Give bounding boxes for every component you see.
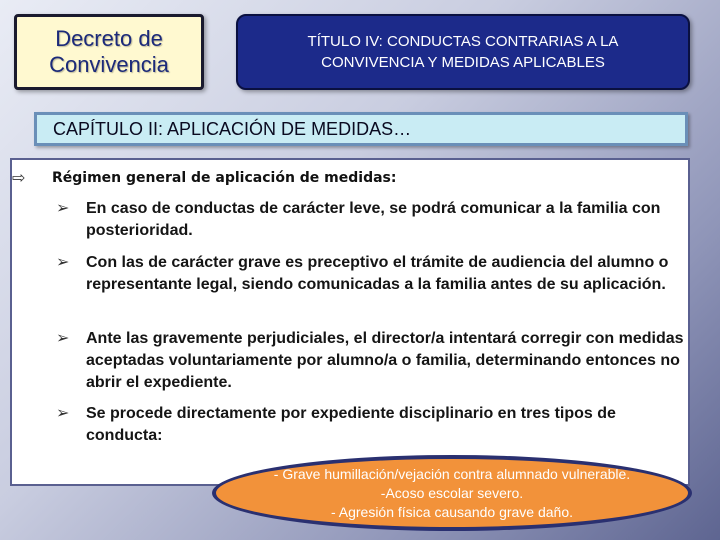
arrow-bullet-icon: ➢ — [56, 254, 70, 271]
conduct-types-oval — [212, 455, 692, 531]
hollow-right-arrow-icon: ⇨ — [12, 170, 26, 187]
section-heading-text: Régimen general de aplicación de medidas: — [52, 170, 397, 186]
list-item — [56, 403, 686, 447]
arrow-bullet-icon: ➢ — [56, 330, 70, 347]
list-item-text: Se procede directamente por expediente disciplinario en tres tipos de conducta: — [86, 405, 616, 444]
list-item-text: En caso de conductas de carácter leve, se podrá comunicar a la familia con posterioridad. — [86, 200, 661, 239]
section-heading — [12, 168, 396, 188]
list-item — [56, 198, 686, 242]
oval-line-3: - Agresión física causando grave daño. — [330, 503, 574, 520]
title-line-1: TÍTULO IV: CONDUCTAS CONTRARIAS A LA — [307, 33, 619, 50]
decree-line-2: Convivencia — [49, 52, 169, 77]
decree-line-1: Decreto de — [55, 26, 163, 51]
oval-line-1: - Grave humillación/vejación contra alumnado vulnerable. — [273, 465, 631, 482]
arrow-bullet-icon: ➢ — [56, 405, 70, 422]
list-item-text: Ante las gravemente perjudiciales, el director/a intentará corregir con medidas aceptadas voluntariamente por alumno/a o familia, determinando entonces no abrir el expediente. — [86, 330, 684, 391]
list-item — [56, 328, 686, 394]
list-item-text: Con las de carácter grave es preceptivo el trámite de audiencia del alumno o representante legal, siendo comunicadas a la familia antes de su aplicación. — [86, 254, 669, 293]
decree-box — [14, 14, 204, 90]
list-item — [56, 252, 686, 296]
title-line-2: CONVIVENCIA Y MEDIDAS APLICABLES — [321, 54, 605, 71]
arrow-bullet-icon: ➢ — [56, 200, 70, 217]
chapter-banner — [34, 112, 688, 146]
chapter-title: CAPÍTULO II: APLICACIÓN DE MEDIDAS… — [53, 118, 412, 139]
title-box — [236, 14, 690, 90]
oval-line-2: -Acoso escolar severo. — [380, 484, 524, 501]
